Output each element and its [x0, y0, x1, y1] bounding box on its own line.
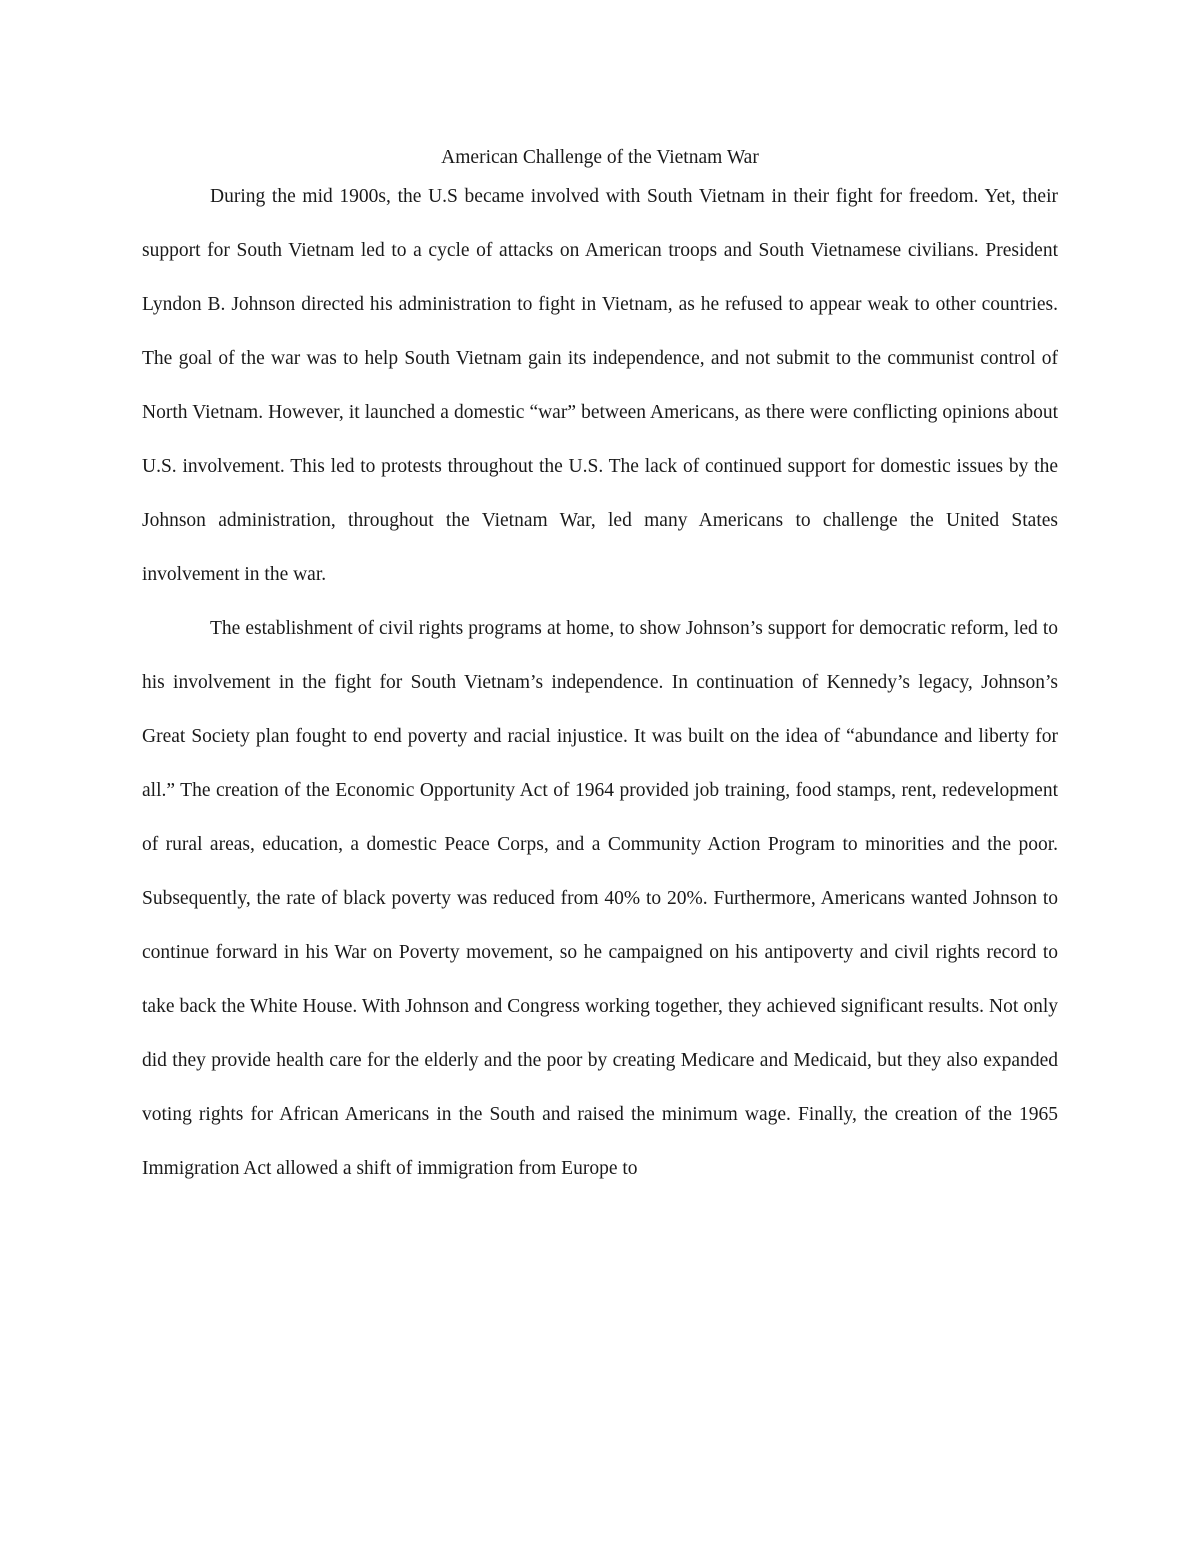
paragraph-civil-rights: The establishment of civil rights programs at home, to show Johnson’s support for democratic reform, led to his involvement in the fight for South Vietnam’s independence. In continuation of Kennedy’s legacy, Johnson’s Great Society plan fought to end poverty and racial injustice. It was built on the idea of “abundance and liberty for all.” The creation of the Economic Opportunity Act of 1964 provided job training, food stamps, rent, redevelopment of rural areas, education, a domestic Peace Corps, and a Community Action Program to minorities and the poor. Subsequently, the rate of black poverty was reduced from 40% to 20%. Furthermore, Americans wanted Johnson to continue forward in his War on Poverty movement, so he campaigned on his antipoverty and civil rights record to take back the White House. With Johnson and Congress working together, they achieved significant results. Not only did they provide health care for the elderly and the poor by creating Medicare and Medicaid, but they also expanded voting rights for African Americans in the South and raised the minimum wage. Finally, the creation of the 1965 Immigration Act allowed a shift of immigration from Europe to [142, 618, 1058, 1179]
document-title: American Challenge of the Vietnam War [441, 147, 759, 168]
document-body [142, 170, 1058, 1196]
paragraph-intro: During the mid 1900s, the U.S became involved with South Vietnam in their fight for freedom. Yet, their support for South Vietnam led to a cycle of attacks on American troops and South Vietnamese civilians. President Lyndon B. Johnson directed his administration to fight in Vietnam, as he refused to appear weak to other countries. The goal of the war was to help South Vietnam gain its independence, and not submit to the communist control of North Vietnam. However, it launched a domestic “war” between Americans, as there were conflicting opinions about U.S. involvement. This led to protests throughout the U.S. The lack of continued support for domestic issues by the Johnson administration, throughout the Vietnam War, led many Americans to challenge the United States involvement in the war. [142, 186, 1058, 585]
